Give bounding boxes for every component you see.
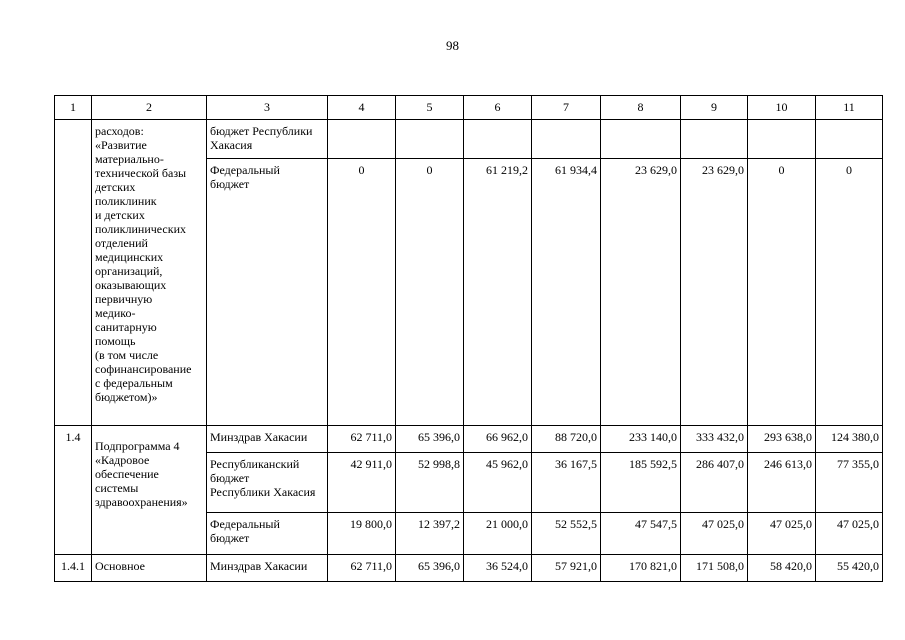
- value-cell: 0: [816, 159, 883, 426]
- value-cell: 55 420,0: [816, 555, 883, 582]
- source-label: Федеральный бюджет: [210, 517, 280, 545]
- value-cell: 170 821,0: [601, 555, 681, 582]
- header-cell: 9: [681, 96, 748, 120]
- value-cell: 185 592,5: [601, 453, 681, 513]
- value-cell: 57 921,0: [532, 555, 601, 582]
- value-cell: 61 934,4: [532, 159, 601, 426]
- row-name: Подпрограмма 4 «Кадровое обеспечение системы здравоохранения»: [95, 438, 188, 509]
- budget-table: [54, 95, 883, 582]
- header-cell: 3: [207, 96, 328, 120]
- value-cell: 47 547,5: [601, 513, 681, 555]
- header-cell: 7: [532, 96, 601, 120]
- value-cell: 21 000,0: [464, 513, 532, 555]
- value-cell: [601, 120, 681, 159]
- value-cell: 58 420,0: [748, 555, 816, 582]
- value-cell: 52 552,5: [532, 513, 601, 555]
- source-label: Республиканский бюджет Республики Хакасия: [210, 457, 316, 499]
- source-label: бюджет Республики Хакасия: [210, 124, 313, 152]
- value-cell: [464, 120, 532, 159]
- value-cell: 19 800,0: [328, 513, 396, 555]
- value-cell: [681, 120, 748, 159]
- value-cell: 65 396,0: [396, 426, 464, 453]
- source-cell: [207, 453, 328, 513]
- table-row: [55, 513, 883, 555]
- row-name-cell: [92, 438, 207, 513]
- value-cell: 45 962,0: [464, 453, 532, 513]
- row-number-cell: [55, 453, 92, 513]
- header-cell: 1: [55, 96, 92, 120]
- row-number-cell: 1.4.1: [55, 555, 92, 582]
- value-cell: [532, 120, 601, 159]
- value-cell: 47 025,0: [681, 513, 748, 555]
- value-cell: 23 629,0: [601, 159, 681, 426]
- value-cell: 65 396,0: [396, 555, 464, 582]
- value-cell: 333 432,0: [681, 426, 748, 453]
- row-name-cell: [92, 513, 207, 555]
- source-cell: [207, 513, 328, 555]
- table-row: [55, 120, 883, 159]
- source-label: Минздрав Хакасии: [210, 559, 308, 573]
- value-cell: 293 638,0: [748, 426, 816, 453]
- source-cell: [207, 426, 328, 453]
- table-row: [55, 555, 883, 582]
- table-row: [55, 453, 883, 513]
- source-cell: [207, 555, 328, 582]
- value-cell: 62 711,0: [328, 555, 396, 582]
- source-cell: [207, 159, 328, 426]
- header-cell: 2: [92, 96, 207, 120]
- value-cell: [748, 120, 816, 159]
- value-cell: [816, 120, 883, 159]
- source-label: Федеральный бюджет: [210, 163, 280, 191]
- value-cell: 23 629,0: [681, 159, 748, 426]
- row-number-cell: 1.4: [55, 426, 92, 453]
- value-cell: 0: [396, 159, 464, 426]
- header-row: [55, 96, 883, 120]
- value-cell: 171 508,0: [681, 555, 748, 582]
- value-cell: 246 613,0: [748, 453, 816, 513]
- row-name: Основное: [95, 559, 145, 573]
- header-cell: 8: [601, 96, 681, 120]
- value-cell: 36 167,5: [532, 453, 601, 513]
- source-label: Минздрав Хакасии: [210, 430, 308, 444]
- value-cell: 286 407,0: [681, 453, 748, 513]
- source-cell: [207, 120, 328, 159]
- value-cell: 52 998,8: [396, 453, 464, 513]
- row-name: расходов: «Развитие материально- технической базы детских поликлиник и детских поликлинических отделений медицинских организаций, оказывающих первичную медико- санитарную помощь (в том числе софинансирование с федеральным бюджетом)»: [95, 124, 192, 404]
- header-cell: 4: [328, 96, 396, 120]
- row-name-cell: [92, 555, 207, 582]
- value-cell: 77 355,0: [816, 453, 883, 513]
- header-cell: 6: [464, 96, 532, 120]
- row-number-cell: [55, 120, 92, 426]
- header-cell: 11: [816, 96, 883, 120]
- value-cell: 42 911,0: [328, 453, 396, 513]
- header-cell: 10: [748, 96, 816, 120]
- value-cell: [396, 120, 464, 159]
- value-cell: 0: [328, 159, 396, 426]
- value-cell: 62 711,0: [328, 426, 396, 453]
- value-cell: [328, 120, 396, 159]
- row-name-cell: [92, 120, 207, 426]
- value-cell: 47 025,0: [816, 513, 883, 555]
- page-number: 98: [446, 38, 459, 53]
- header-cell: 5: [396, 96, 464, 120]
- value-cell: 88 720,0: [532, 426, 601, 453]
- value-cell: 47 025,0: [748, 513, 816, 555]
- value-cell: 124 380,0: [816, 426, 883, 453]
- value-cell: 66 962,0: [464, 426, 532, 453]
- value-cell: 36 524,0: [464, 555, 532, 582]
- value-cell: 233 140,0: [601, 426, 681, 453]
- value-cell: 61 219,2: [464, 159, 532, 426]
- value-cell: 0: [748, 159, 816, 426]
- row-number-cell: [55, 513, 92, 555]
- value-cell: 12 397,2: [396, 513, 464, 555]
